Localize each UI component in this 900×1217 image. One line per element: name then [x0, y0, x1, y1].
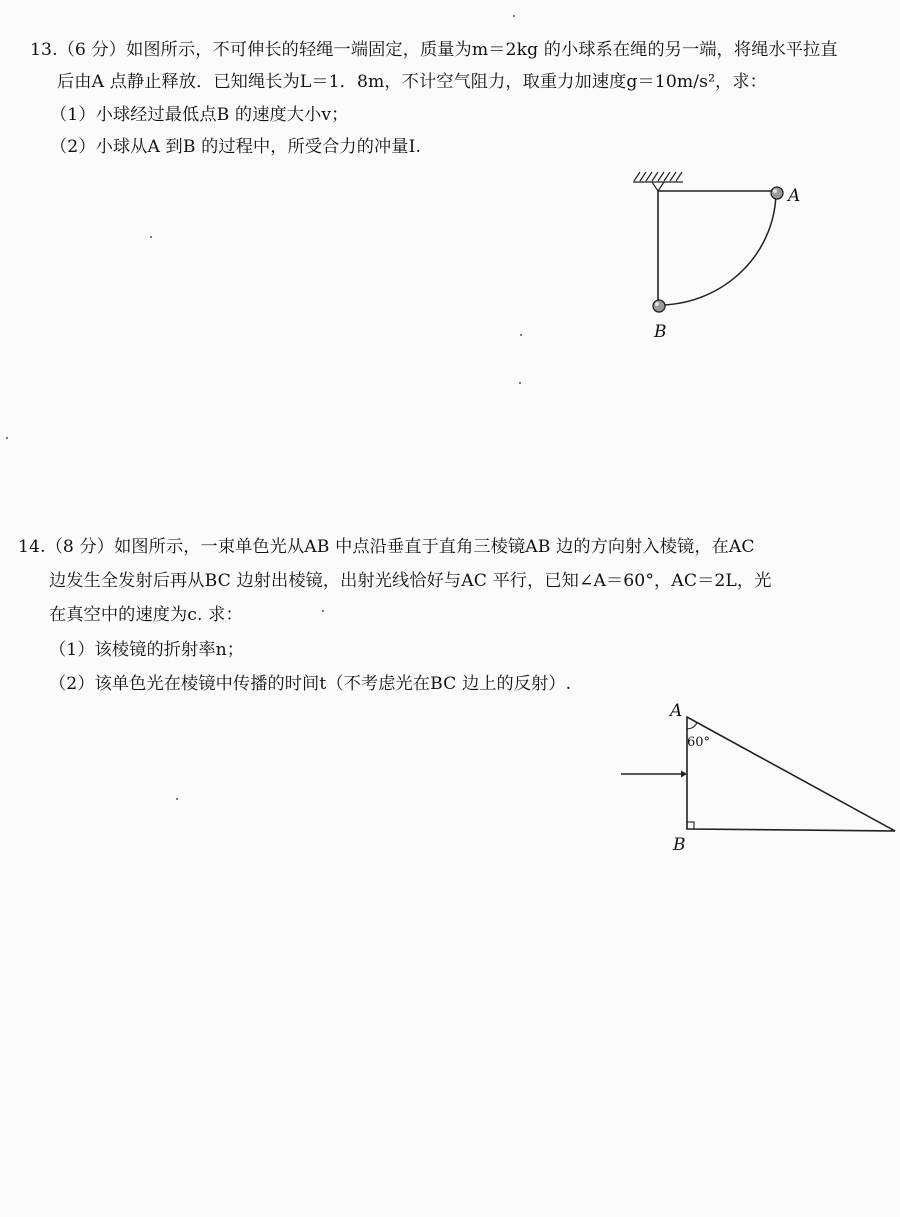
point-b-label: B [654, 322, 667, 342]
q13-line-2: 后由A 点静止释放．已知绳长为L＝1．8m，不计空气阻力，取重力加速度g＝10m/s²，求： [57, 72, 767, 92]
vertex-a-label: A [670, 701, 683, 721]
angle-a-arc [687, 723, 697, 729]
point-a-label: A [788, 186, 801, 206]
prism-triangle [687, 717, 895, 831]
q14-line-1: 14.（8 分）如图所示，一束单色光从AB 中点沿垂直于直角三棱镜AB 边的方向射入棱镜，在AC [18, 537, 755, 557]
q14-part-1: （1）该棱镜的折射率n； [49, 640, 245, 660]
q13-part-1: （1）小球经过最低点B 的速度大小v； [50, 105, 349, 125]
vertex-b-label: B [673, 835, 686, 855]
prism-diagram [615, 695, 900, 860]
scan-speck [520, 334, 522, 336]
q13-part-2: （2）小球从A 到B 的过程中，所受合力的冲量I. [50, 137, 422, 157]
angle-a-label: 60° [687, 735, 711, 750]
scan-speck [6, 437, 8, 439]
right-angle-mark [687, 822, 694, 829]
ball-a [771, 187, 783, 199]
scan-speck [322, 610, 324, 612]
ball-b [653, 300, 665, 312]
scan-speck [519, 382, 521, 384]
q14-line-2: 边发生全发射后再从BC 边射出棱镜，出射光线恰好与AC 平行，已知∠A＝60°，AC＝2L，光 [49, 571, 772, 591]
q14-part-2: （2）该单色光在棱镜中传播的时间t（不考虑光在BC 边上的反射）. [49, 674, 572, 694]
pendulum-diagram [620, 165, 820, 345]
swing-arc [662, 191, 776, 305]
scan-speck [513, 15, 515, 17]
ceiling-support [633, 172, 683, 191]
scan-speck [150, 236, 152, 238]
q13-line-1: 13.（6 分）如图所示，不可伸长的轻绳一端固定，质量为m＝2kg 的小球系在绳的另一端，将绳水平拉直 [30, 40, 838, 60]
scan-speck [176, 798, 178, 800]
incident-ray-arrowhead [681, 771, 687, 778]
q14-line-3: 在真空中的速度为c. 求： [49, 605, 243, 625]
